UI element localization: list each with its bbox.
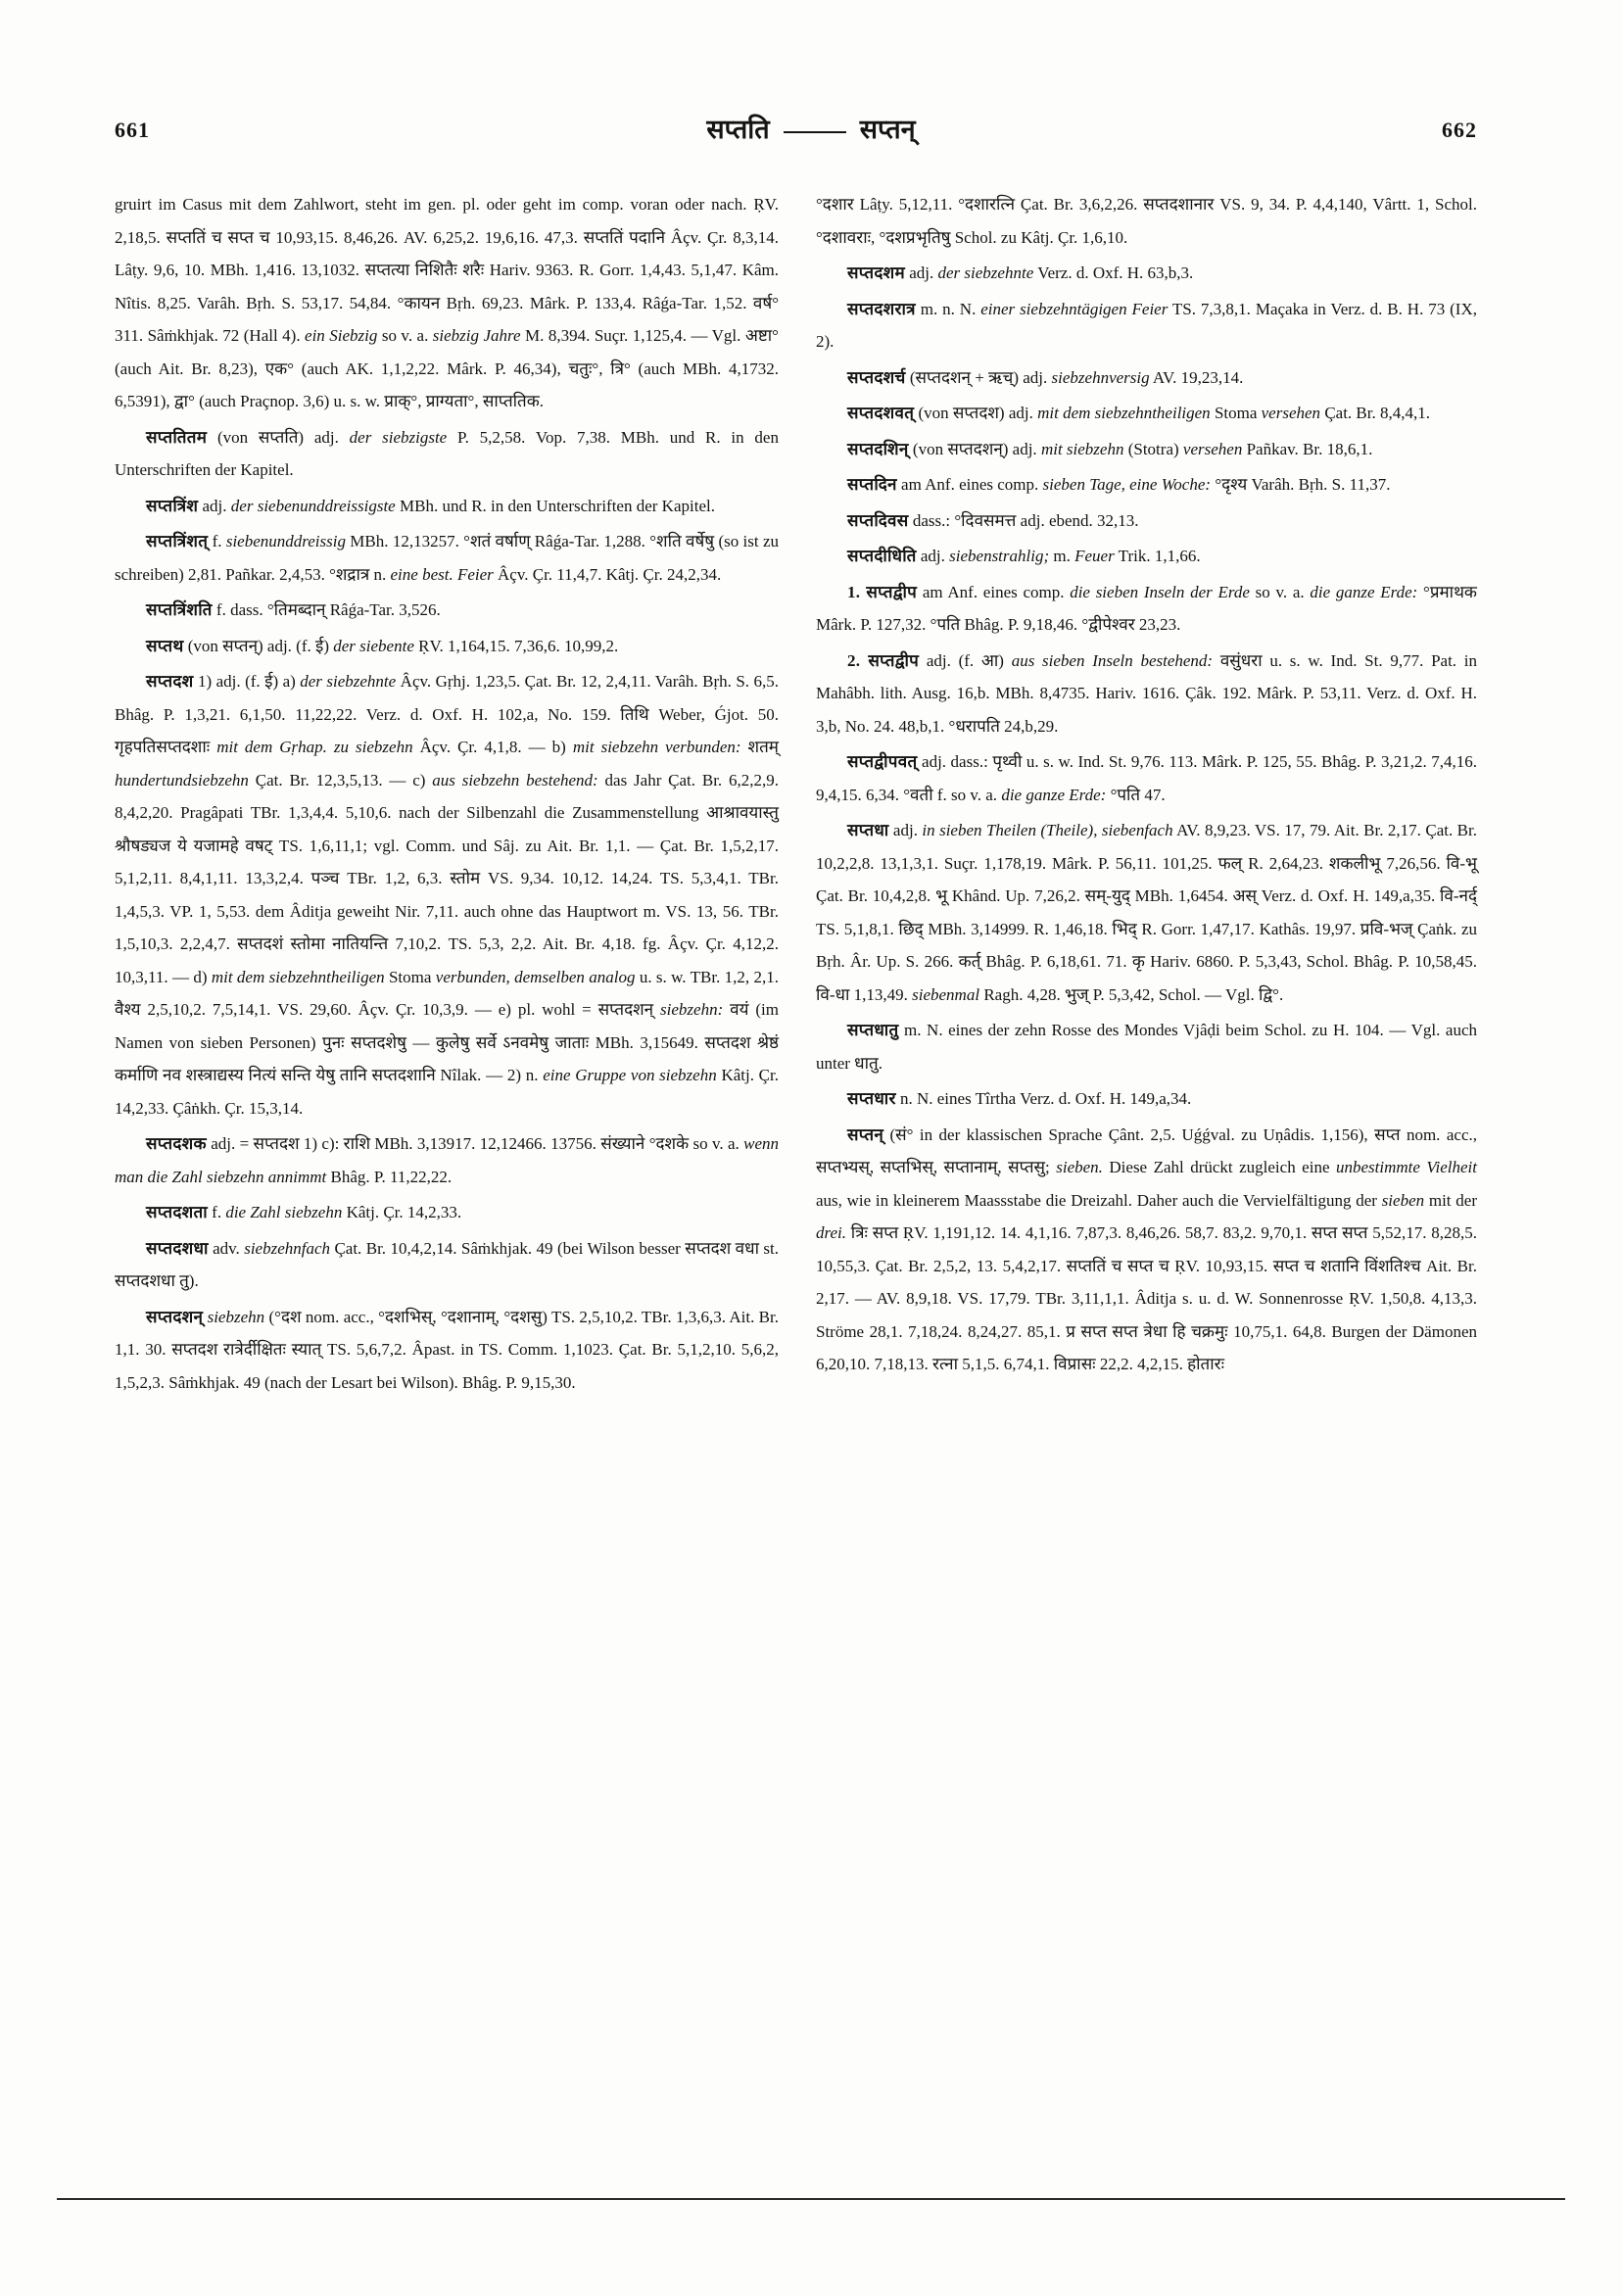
entry-text: Çat. Br. 8,4,4,1. <box>1320 404 1430 422</box>
entry-definition: mit siebzehn <box>1040 439 1124 458</box>
dictionary-entry <box>816 257 1477 290</box>
running-head-dash <box>784 131 846 133</box>
entry-text: °प्रमाथक Mârk. P. 127,32. °पति Bhâg. P. 9,18,46. °द्वीपेश्वर 23,23. <box>816 582 1477 634</box>
entry-definition: verbunden, demselben analog <box>435 967 636 986</box>
entry-headword: सप्तदशम <box>847 263 905 282</box>
entry-headword: 2. सप्तद्वीप <box>847 650 920 670</box>
entry-definition: siebenstrahlig; <box>949 547 1050 565</box>
entry-text: (von सप्तदशन्) adj. <box>908 439 1041 458</box>
entry-headword: सप्तधा <box>847 821 889 839</box>
dictionary-entry <box>115 421 779 487</box>
entry-definition: der siebenunddreissigste <box>230 496 396 515</box>
entry-definition: die sieben Inseln der Erde <box>1070 582 1250 601</box>
entry-definition: der siebzehnte <box>937 263 1034 282</box>
dictionary-entry <box>115 1232 779 1298</box>
entry-continuation <box>115 188 779 418</box>
entry-headword: सप्तदशधा <box>146 1238 209 1258</box>
dictionary-entry <box>115 1127 779 1193</box>
entry-text: शतम् <box>740 738 779 756</box>
entry-text: adj. dass.: पृथ्वी u. s. w. Ind. St. 9,76. 113. Mârk. P. 125, 55. Bhâg. P. 3,21,2. 7,4,16. 9,4,15. 6,34. °वती f. so v. a. <box>816 752 1477 804</box>
entry-definition: eine best. Feier <box>390 564 494 584</box>
entry-definition: aus siebzehn bestehend: <box>432 770 598 789</box>
entry-definition: der siebzehnte <box>300 672 397 691</box>
entry-text: °पति 47. <box>1106 785 1166 804</box>
dictionary-entry <box>115 665 779 1124</box>
entry-text: (von सप्तन्) adj. (f. ई) <box>183 636 334 655</box>
entry-definition: die ganze Erde: <box>1001 785 1107 804</box>
dictionary-entry <box>816 1014 1477 1079</box>
entry-headword: सप्तत्रिंश <box>146 496 199 515</box>
entry-definition: siebzig Jahre <box>432 326 521 345</box>
entry-definition: drei. <box>816 1223 847 1242</box>
dictionary-entry <box>816 576 1477 642</box>
running-head <box>0 110 1622 146</box>
dictionary-entry <box>816 504 1477 538</box>
dictionary-entry <box>816 293 1477 359</box>
dictionary-entry <box>816 1119 1477 1381</box>
entry-text: aus, wie in kleinerem Maassstabe die Dreizahl. Daher auch die Vervielfältigung der <box>816 1190 1382 1210</box>
entry-headword: सप्तदशवत् <box>847 404 915 422</box>
entry-text: Âçv. Gṛhj. 1,23,5. Çat. Br. 12, 2,4,11. Varâh. Bṛh. S. 6,5. Bhâg. P. 1,3,21. 6,1,50. 11,22,22. Verz. d. Oxf. H. 102,a, No. 159. तिथि Weber, Ǵjot. 50. गृहपतिसप्तदशाः <box>115 672 779 756</box>
entry-text: वयं (im Namen von sieben Personen) पुनः सप्तदशेषु — कुलेषु सर्वे ऽनवमेषु जाताः MBh. 3,15649. सप्तदश श्रेष्ठं कर्माणि नव शस्त्राद्यस्य नित्यं सन्ति येषु तानि सप्तदशानि Nîlak. — 2) n. <box>115 1000 779 1084</box>
entry-headword: सप्तदिन <box>847 475 897 494</box>
entry-text: mit der <box>1424 1190 1477 1210</box>
entry-definition: siebzehn: <box>660 1000 724 1019</box>
entry-headword: सप्तत्रिंशति <box>146 600 213 619</box>
entry-text: m. n. N. <box>915 299 981 318</box>
entry-definition: siebzehnfach <box>244 1238 331 1258</box>
entry-text: adj. = सप्तदश 1) c): राशि MBh. 3,13917. 12,12466. 13756. संख्याने °दशके so v. a. <box>206 1134 744 1153</box>
dictionary-entry <box>115 490 779 523</box>
entry-definition: mit dem Gṛhap. zu siebzehn <box>216 738 413 756</box>
entry-definition: mit dem siebzehntheiligen <box>211 967 385 986</box>
entry-definition: aus sieben Inseln bestehend: <box>1011 650 1214 670</box>
dictionary-entry <box>115 1196 779 1229</box>
entry-text: Âçv. Çr. 11,4,7. Kâtj. Çr. 24,2,34. <box>493 564 722 584</box>
entry-text: das Jahr Çat. Br. 6,2,2,9. 8,4,2,20. Pragâpati TBr. 1,3,4,4. 5,10,6. nach der Silbenzahl die Zusammenstellung आश्रावयास्तु श्रौषड्यज ये यजामहे वषट् TS. 1,6,11,1; vgl. Comm. und Sâj. zu Ait. Br. 1,1. — Çat. Br. 1,5,2,17. 5,1,2,11. 8,4,1,11. 13,3,2,4. पञ्च TBr. 1,2, 6,3. स्तोम VS. 9,34. 10,12. 14,24. TS. 5,3,4,1. TBr. 1,4,5,3. VP. 1, 5,53. dem Âditja geweiht Nir. 7,11. auch ohne das Hauptwort m. VS. 13, 56. TBr. 1,5,10,3. 2,2,4,7. सप्तदशं स्तोमा नातियन्ति 7,10,2. TS. 5,3, 2,2. Ait. Br. 4,18. fg. Âçv. Çr. 4,12,2. 10,3,11. — d) <box>115 770 779 986</box>
entry-text: Bhâg. P. 11,22,22. <box>326 1167 453 1186</box>
entry-definition: siebenmal <box>912 984 980 1004</box>
entry-text: त्रिः सप्त ṚV. 1,191,12. 14. 4,1,16. 7,87,3. 8,46,26. 58,7. 83,2. 9,70,1. सप्त सप्त 5,52,17. 8,28,5. 10,55,3. Çat. Br. 2,5,2, 13. 5,4,2,17. सप्ततिं च सप्त च ṚV. 10,93,15. सप्त च शतानि विंशतिश्च Ait. Br. 2,17. — AV. 8,9,18. VS. 17,79. TBr. 3,11,1,1. Âditja s. u. d. W. Sonnenrosse ṚV. 1,50,8. 4,13,3. Ströme 28,1. 7,18,24. 8,24,27. 85,1. प्र सप्त सप्त त्रेधा हि चक्रमुः 10,75,1. 64,8. Burgen der Dämonen 6,20,10. 7,18,13. रत्ना 5,1,5. 6,74,1. विप्रासः 22,2. 4,2,15. होतारः <box>816 1223 1477 1373</box>
entry-text: (von सप्तदश) adj. <box>914 404 1038 422</box>
entry-text: (सप्तदशन् + ऋच्) adj. <box>905 367 1052 387</box>
entry-text: m. N. eines der zehn Rosse des Mondes Vjâḍi beim Schol. zu H. 104. — Vgl. auch unter धातु. <box>816 1021 1477 1073</box>
entry-definition: mit dem siebzehntheiligen <box>1037 404 1211 422</box>
entry-text: am Anf. eines comp. <box>896 475 1043 494</box>
entry-text: P. 5,2,58. Vop. 7,38. MBh. und R. in den Unterschriften der Kapitel. <box>115 427 779 479</box>
entry-text: °दृश्य Varâh. Bṛh. S. 11,37. <box>1211 475 1391 494</box>
entry-headword: सप्तधार <box>847 1089 896 1108</box>
page-number-left: 661 <box>115 118 150 142</box>
entry-definition: der siebzigste <box>349 427 448 447</box>
page-number-right: 662 <box>1442 118 1477 142</box>
entry-definition: die ganze Erde: <box>1310 582 1418 601</box>
dictionary-entry <box>115 594 779 627</box>
right-column <box>816 188 1477 1381</box>
entry-definition: versehen <box>1261 404 1321 422</box>
dictionary-entry <box>816 468 1477 502</box>
entry-definition: mit siebzehn verbunden: <box>572 738 741 756</box>
entry-definition: versehen <box>1182 439 1243 458</box>
entry-headword: सप्तदशिन् <box>847 439 909 458</box>
running-head-first-word: सप्तति <box>706 115 770 144</box>
entry-text: Pañkav. Br. 18,6,1. <box>1242 439 1373 458</box>
entry-text: Stoma <box>1210 404 1262 422</box>
dictionary-entry <box>816 814 1477 1011</box>
bottom-rule <box>57 2198 1565 2200</box>
dictionary-entry <box>115 1301 779 1400</box>
entry-text: वसुंधरा u. s. w. Ind. St. 9,77. Pat. in Mahâbh. lith. Ausg. 16,b. MBh. 8,4735. Hariv. 1616. Çâk. 192. Mârk. P. 53,11. Verz. d. Oxf. H. 3,b, No. 24. 48,b,1. °धरापति 24,b,29. <box>816 650 1477 736</box>
entry-text: TS. 7,3,8,1. Maçaka in Verz. d. B. H. 73 (IX, 2). <box>816 299 1477 351</box>
entry-definition: ein Siebzig <box>305 326 378 345</box>
entry-text: Âçv. Çr. 4,1,8. — b) <box>412 738 573 756</box>
entry-definition: unbestimmte Vielheit <box>1335 1158 1477 1176</box>
entry-headword: सप्तदशता <box>146 1203 208 1221</box>
entry-definition: sieben <box>1381 1190 1425 1210</box>
entry-headword: सप्तथ <box>146 636 184 655</box>
entry-text: Diese Zahl drückt zugleich eine <box>1102 1158 1336 1176</box>
entry-continuation <box>816 188 1477 254</box>
entry-text: adv. <box>208 1238 245 1258</box>
entry-text: dass.: °दिवसमत्त adj. ebend. 32,13. <box>908 510 1139 530</box>
entry-headword: सप्तदश <box>146 672 194 691</box>
entry-text: n. N. eines Tîrtha Verz. d. Oxf. H. 149,a,34. <box>895 1089 1192 1108</box>
entry-headword: सप्तत्रिंशत् <box>146 532 209 550</box>
entry-headword: सप्ततितम <box>146 427 208 447</box>
entry-headword: सप्तन् <box>847 1124 884 1144</box>
entry-definition: wenn man die Zahl siebzehn annimmt <box>115 1134 779 1186</box>
entry-text: °दशार Lâṭy. 5,12,11. °दशारत्नि Çat. Br. 3,6,2,26. सप्तदशानार VS. 9, 34. P. 4,4,140, Vârtt. 1, Schol. °दशावराः, °दशप्रभृतिषु Schol. zu Kâtj. Çr. 1,6,10. <box>816 195 1477 247</box>
running-head-last-word: सप्तन् <box>859 115 916 144</box>
entry-definition: siebenunddreissig <box>225 532 346 550</box>
entry-text: 1) adj. (f. ई) a) <box>193 672 301 691</box>
entry-text: u. s. w. TBr. 1,2, 2,1. वैश्य 2,5,10,2. 7,5,14,1. VS. 29,60. Âçv. Çr. 10,3,9. — e) pl. wohl = सप्तदशन् <box>115 967 780 1019</box>
entry-text: ṚV. 1,164,15. 7,36,6. 10,99,2. <box>413 636 619 655</box>
dictionary-entry <box>816 433 1477 466</box>
entry-text: MBh. und R. in den Unterschriften der Kapitel. <box>395 496 715 515</box>
entry-definition: Feuer <box>1074 547 1115 565</box>
entry-text: AV. 19,23,14. <box>1149 367 1244 387</box>
entry-text: (सं° in der klassischen Sprache Çânt. 2,5. Uǵǵval. zu Uṇâdis. 1,156), सप्त nom. acc., सप्तभ्यस्, सप्तभिस्, सप्तानाम्, सप्तसु; <box>816 1124 1477 1176</box>
entry-headword: सप्तदशर्च <box>847 367 906 387</box>
entry-definition: siebzehn <box>207 1307 265 1326</box>
entry-definition: siebzehnversig <box>1051 367 1150 387</box>
entry-definition: sieben Tage, eine Woche: <box>1042 475 1212 494</box>
entry-definition: hundertundsiebzehn <box>115 770 249 789</box>
left-column <box>115 188 779 1399</box>
entry-text: (von सप्तति) adj. <box>207 427 350 447</box>
entry-definition: eine Gruppe von siebzehn <box>543 1066 717 1084</box>
dictionary-entry <box>816 540 1477 573</box>
entry-definition: der siebente <box>333 636 414 655</box>
entry-text: adj. <box>888 821 923 839</box>
entry-text: Çat. Br. 12,3,5,13. — c) <box>248 770 433 789</box>
entry-text: Çat. Br. 10,4,2,14. Sâṁkhjak. 49 (bei Wilson besser सप्तदश वधा st. सप्तदशधा तु). <box>115 1238 779 1290</box>
entry-definition: einer siebzehntägigen Feier <box>980 299 1169 318</box>
entry-text: Ragh. 4,28. भुज् P. 5,3,42, Schol. — Vgl. द्वि°. <box>979 984 1284 1004</box>
entry-text: Verz. d. Oxf. H. 63,b,3. <box>1033 263 1194 282</box>
entry-headword: सप्तद्वीपवत् <box>847 752 918 771</box>
dictionary-entry <box>816 645 1477 743</box>
entry-definition: in sieben Theilen (Theile), siebenfach <box>922 821 1173 839</box>
entry-headword: सप्तदीधिति <box>847 547 917 565</box>
entry-text: gruirt im Casus mit dem Zahlwort, steht im gen. pl. oder geht im comp. voran oder nach. ṚV. 2,18,5. सप्ततिं च सप्त च 10,93,15. 8,46,26. AV. 6,25,2. 19,6,16. 47,3. सप्ततिं पदानि Âçv. Çr. 8,3,14. Lâṭy. 9,6, 10. MBh. 1,416. 13,1032. सप्तत्या निशितैः शरैः Hariv. 9363. R. Gorr. 1,4,43. 5,1,47. Kâm. Nîtis. 8,25. Varâh. Bṛh. S. 53,17. 54,84. °कायन Bṛh. 69,23. Mârk. P. 133,4. Râǵa-Tar. 1,52. वर्ष° 311. Sâṁkhjak. 72 (Hall 4). <box>115 195 779 345</box>
entry-text: m. <box>1049 547 1075 565</box>
entry-headword: सप्तदशन् <box>146 1307 204 1326</box>
entry-text: adj. <box>904 263 938 282</box>
dictionary-entry <box>816 361 1477 395</box>
entry-text: (Stotra) <box>1123 439 1183 458</box>
dictionary-entry <box>816 745 1477 811</box>
entry-text: M. 8,394. Suçr. 1,125,4. — Vgl. अष्टा° (auch Ait. Br. 8,23), एक° (auch AK. 1,1,2,22. Mârk. P. 46,34), चतुः°, त्रि° (auch MBh. 4,1732. 6,5391), द्वा° (auch Praçnop. 3,6) u. s. w. प्राक्°, प्राग्यता°, साप्ततिक. <box>115 326 779 410</box>
entry-text: Kâtj. Çr. 14,2,33. <box>342 1203 462 1221</box>
entry-text: adj. <box>916 547 950 565</box>
dictionary-entry <box>816 1082 1477 1116</box>
entry-headword: सप्तदशरात्र <box>847 299 916 318</box>
entry-text: f. <box>208 532 226 550</box>
dictionary-entry <box>816 397 1477 430</box>
entry-text: adj. <box>198 496 231 515</box>
entry-text: MBh. 12,13257. °शतं वर्षाण् Râǵa-Tar. 1,288. °शति वर्षेषु (so ist zu schreiben) 2,81. Pañkar. 2,4,53. °शद्रात्र n. <box>115 532 779 584</box>
entry-text: Trik. 1,1,66. <box>1114 547 1201 565</box>
dictionary-entry <box>115 630 779 663</box>
entry-text: f. <box>207 1203 226 1221</box>
entry-text: AV. 8,9,23. VS. 17, 79. Ait. Br. 2,17. Çat. Br. 10,2,2,8. 13,1,3,1. Suçr. 1,178,19. Mârk. P. 56,11. 101,25. फल् R. 2,64,23. शकलीभू 7,26,56. वि-भू Çat. Br. 10,4,2,8. भू Khând. Up. 7,26,2. सम्-युद् MBh. 1,6454. अस् Verz. d. Oxf. H. 149,a,35. वि-नर्द् TS. 5,1,8,1. छिद् MBh. 3,14999. R. 1,46,18. भिद् R. Gorr. 1,47,17. Kathâs. 19,97. प्रवि-भज् Çaṅk. zu Bṛh. Âr. Up. S. 266. कर्त् Bhâg. P. 6,18,61. 71. कृ Hariv. 6860. P. 5,3,43, Schol. Bhâg. P. 10,58,45. वि-धा 1,13,49. <box>816 821 1477 1004</box>
entry-text: am Anf. eines comp. <box>917 582 1071 601</box>
entry-text: so v. a. <box>1249 582 1311 601</box>
entry-text: (°दश nom. acc., °दशभिस्, °दशानाम्, °दशसु) TS. 2,5,10,2. TBr. 1,3,6,3. Ait. Br. 1,1. 30. सप्तदश रात्रेर्दीक्षितः स्यात् TS. 5,6,7,2. Âpast. in TS. Comm. 1,1023. Çat. Br. 5,1,2,10. 5,6,2, 1,5,2,3. Sâṁkhjak. 49 (nach der Lesart bei Wilson). Bhâg. P. 9,15,30. <box>115 1307 779 1392</box>
entry-text: so v. a. <box>377 326 433 345</box>
entry-text: adj. (f. आ) <box>919 650 1012 670</box>
entry-headword: सप्तदशक <box>146 1134 207 1153</box>
entry-headword: 1. सप्तद्वीप <box>847 582 918 601</box>
entry-definition: sieben. <box>1056 1158 1103 1176</box>
entry-definition: die Zahl siebzehn <box>225 1203 343 1221</box>
entry-text: Stoma <box>384 967 436 986</box>
entry-headword: सप्तधातु <box>847 1021 899 1039</box>
entry-headword: सप्तदिवस <box>847 510 909 530</box>
entry-text: f. dass. °तिमब्दान् Râǵa-Tar. 3,526. <box>212 600 441 619</box>
entry-text: Kâtj. Çr. 14,2,33. Çâṅkh. Çr. 15,3,14. <box>115 1066 779 1118</box>
dictionary-entry <box>115 525 779 591</box>
